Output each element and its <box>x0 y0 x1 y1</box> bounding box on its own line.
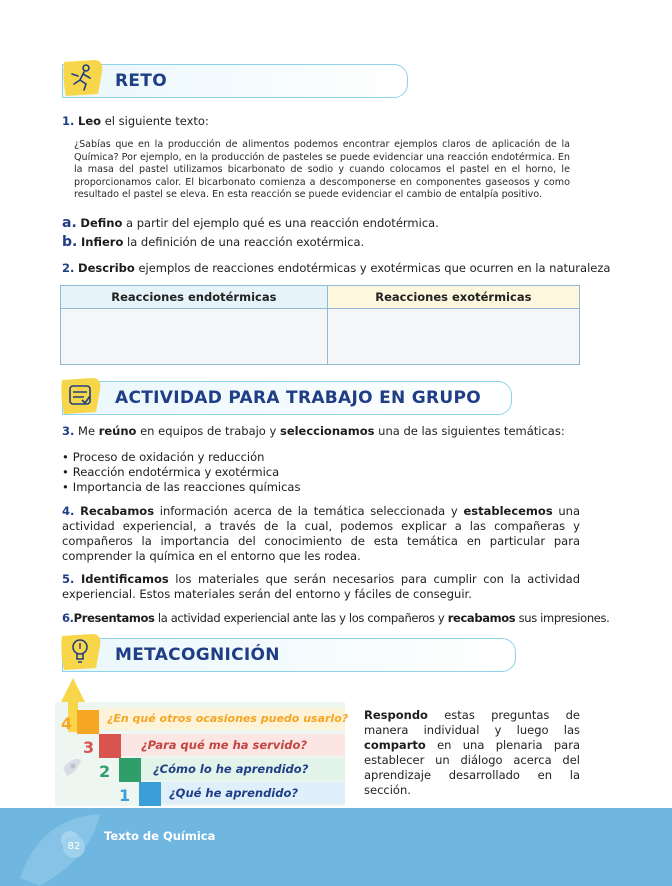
item-3: 3. Me reúno en equipos de trabajo y seleccionamos una de las siguientes temáticas: <box>62 424 565 438</box>
step-2-question: ¿Cómo lo he aprendido? <box>153 762 309 776</box>
grupo-title: ACTIVIDAD PARA TRABAJO EN GRUPO <box>115 388 482 408</box>
topics-list <box>62 450 300 495</box>
item-2: 2. Describo ejemplos de reacciones endotérmicas y exotérmicas que ocurren en la naturaleza <box>62 261 611 275</box>
footer-title: Texto de Química <box>104 829 216 843</box>
respondo-text: Respondo estas preguntas de manera individual y luego las comparto en una plenaria para establecer un diálogo acerca del aprendizaje desarrollado en la sección. <box>364 708 580 797</box>
reto-title: RETO <box>115 71 167 91</box>
reto-banner <box>62 64 408 98</box>
running-person-icon <box>60 58 106 98</box>
item-1: 1. Leo el siguiente texto: <box>62 114 209 128</box>
step-4-num: 4 <box>61 714 73 733</box>
clipboard-icon <box>58 376 104 416</box>
step-4-question: ¿En qué otros ocasiones puedo usarlo? <box>107 712 349 725</box>
step-1-question: ¿Qué he aprendido? <box>169 786 299 800</box>
page-number: 82 <box>63 836 85 858</box>
col-exothermic: Reacciones exotérmicas <box>327 286 579 309</box>
item-b: b. Infiero la definición de una reacción exotérmica. <box>62 234 365 250</box>
step-3-num: 3 <box>83 738 95 757</box>
grupo-banner <box>62 381 512 415</box>
item-a: a. Defino a partir del ejemplo qué es una reacción endotérmica. <box>62 215 439 231</box>
meta-banner <box>62 638 516 672</box>
list-item: • Reacción endotérmica y exotérmica <box>62 465 300 480</box>
list-item: • Importancia de las reacciones químicas <box>62 480 300 495</box>
item-4: 4. Recabamos información acerca de la temática seleccionada y establecemos una actividad experiencial, a través de la cual, podemos explicar a las compañeras y compañeros la importancia del conocimiento de esta temática en particular para comprender la química en el entorno que les rodea. <box>62 504 581 563</box>
item-5: 5. Identificamos los materiales que serán necesarios para cumplir con la actividad experiencial. Estos materiales serán del entorno y fáciles de conseguir. <box>62 572 581 601</box>
cell-endothermic[interactable] <box>61 309 328 365</box>
col-endothermic: Reacciones endotérmicas <box>61 286 328 309</box>
item-6: 6.Presentamos la actividad experiencial ante las y los compañeros y recabamos sus impresiones. <box>62 611 610 625</box>
lightbulb-icon <box>58 632 104 672</box>
step-2-num: 2 <box>99 762 111 781</box>
step-3-question: ¿Para qué me ha servido? <box>141 738 308 752</box>
metacognition-steps <box>55 672 349 806</box>
cell-exothermic[interactable] <box>327 309 579 365</box>
list-item: • Proceso de oxidación y reducción <box>62 450 300 465</box>
reading-text: ¿Sabías que en la producción de alimentos podemos encontrar ejemplos claros de aplicación de la Química? Por ejemplo, en la producción de pasteles se puede evidenciar una reacción endotérmica. En la masa del pastel utilizamos bicarbonato de sodio y cuando colocamos el pastel en el horno, le proporcionamos calor. El bicarbonato comienza a descomponerse en componentes gaseosos y como resultado el pastel se eleva. En esta reacción se puede evidenciar el cambio de entalpía positivo. <box>74 139 570 201</box>
step-1-num: 1 <box>119 786 131 805</box>
reactions-table <box>60 285 580 365</box>
meta-title: METACOGNICIÓN <box>115 645 280 665</box>
page-footer <box>0 808 672 886</box>
